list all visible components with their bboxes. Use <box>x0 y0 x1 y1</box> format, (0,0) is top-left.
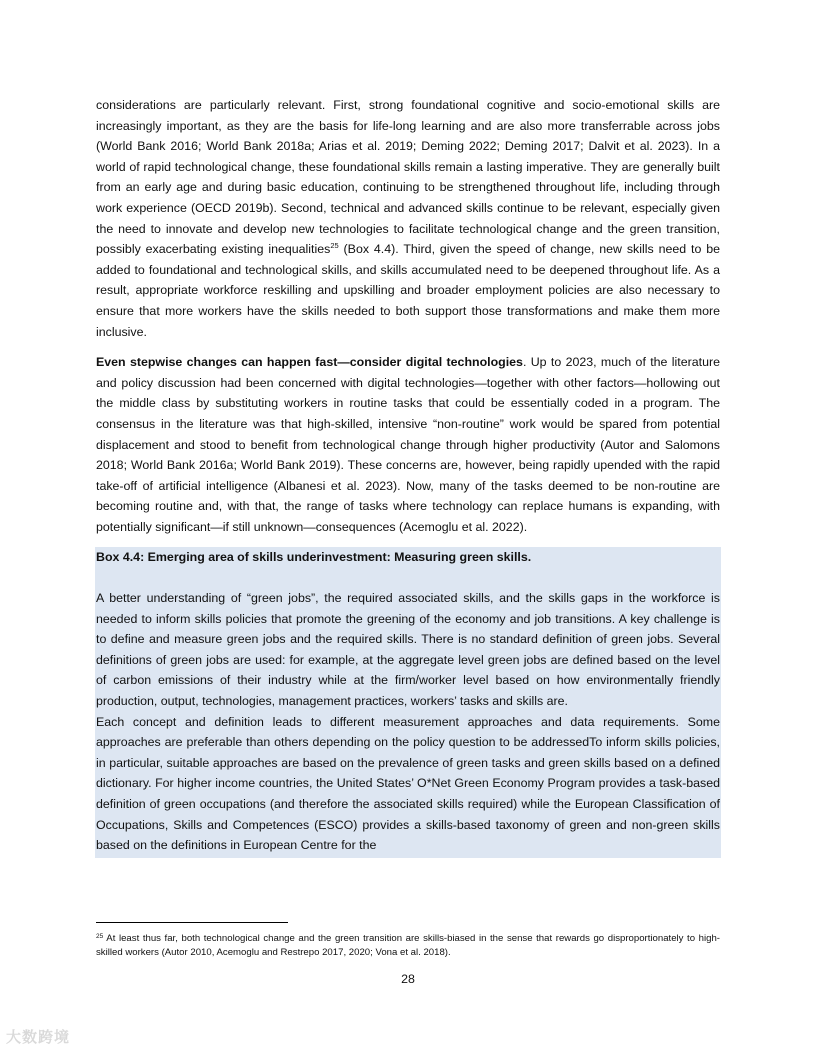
body-paragraph-1 <box>96 95 720 342</box>
box-4-4 <box>95 547 721 857</box>
paragraph-text-continued: (Box 4.4). Third, given the speed of change, new skills need to be added to foundational and technological skills, and skills accumulated need to be deepened throughout life. As a result, appropriate workforce reskilling and upskilling and broader employment policies are also necessary to ensure that more workers have the skills needed to both support those transformations and make them more inclusive. <box>96 242 720 339</box>
footnote-divider <box>96 922 288 923</box>
body-paragraph-2 <box>96 352 720 537</box>
box-paragraph-2: Each concept and definition leads to different measurement approaches and data requirements. Some approaches are preferable than others depending on the policy question to be addressedTo inform skills policies, in particular, suitable approaches are based on the prevalence of green tasks and green skills based on a defined dictionary. For higher income countries, the United States’ O*Net Green Economy Program provides a task-based definition of green occupations (and therefore the associated skills required) while the European Classification of Occupations, Skills and Competences (ESCO) provides a skills-based taxonomy of green and non-green skills based on the definitions in European Centre for the <box>96 714 720 853</box>
paragraph-text: . Up to 2023, much of the literature and policy discussion had been concerned with digital technologies—together with other factors—hollowing out the middle class by substituting workers in routine tasks that could be essentially coded in a program. The consensus in the literature was that high-skilled, intensive “non-routine” work would be spared from potential displacement and stood to benefit from technological change through higher productivity (Autor and Salomons 2018; World Bank 2016a; World Bank 2019). These concerns are, however, being rapidly upended with the rapid take-off of artificial intelligence (Albanesi et al. 2023). Now, many of the tasks deemed to be non-routine are becoming routine and, with that, the range of tasks where technology can replace humans is expanding, with potentially significant—if still unknown—consequences (Acemoglu et al. 2022). <box>96 355 720 534</box>
paragraph-lead: Even stepwise changes can happen fast—consider digital technologies <box>96 355 523 370</box>
box-title: Box 4.4: Emerging area of skills underinvestment: Measuring green skills. <box>96 550 532 565</box>
page-body <box>96 95 720 858</box>
box-spacer <box>95 568 721 588</box>
paragraph-text: considerations are particularly relevant. First, strong foundational cognitive and socio-emotional skills are increasingly important, as they are the basis for life-long learning and are also more transferrable across jobs (World Bank 2016; World Bank 2018a; Arias et al. 2019; Deming 2022; Deming 2017; Dalvit et al. 2023). In a world of rapid technological change, these foundational skills remain a lasting imperative. They are generally built from an early age and during basic education, continuing to be strengthened throughout life, including through work experience (OECD 2019b). Second, technical and advanced skills continue to be relevant, especially given the need to innovate and develop new technologies to facilitate technological change and the green transition, possibly exacerbating existing inequalities <box>96 98 720 257</box>
footnote-25 <box>96 932 720 959</box>
watermark: 大数跨境 <box>6 1029 71 1046</box>
page-number: 28 <box>401 972 415 986</box>
footnote-text: At least thus far, both technological change and the green transition are skills-biased in the sense that rewards go disproportionately to high-skilled workers (Autor 2010, Acemoglu and Restrepo 2017, 2020; Vona et al. 2018). <box>96 933 720 958</box>
footnote-number: 25 <box>96 933 104 940</box>
box-paragraph-1: A better understanding of “green jobs”, the required associated skills, and the skills gaps in the workforce is needed to inform skills policies that promote the greening of the economy and job transitions. A key challenge is to define and measure green jobs and the required skills. There is no standard definition of green jobs. Several definitions of green jobs are used: for example, at the aggregate level green jobs are defined based on the level of carbon emissions of their industry while at the firm/worker level based on how environmentally friendly production, output, technologies, management practices, workers’ tasks and skills are. <box>96 591 720 709</box>
footnote-reference[interactable]: 25 <box>330 241 339 251</box>
